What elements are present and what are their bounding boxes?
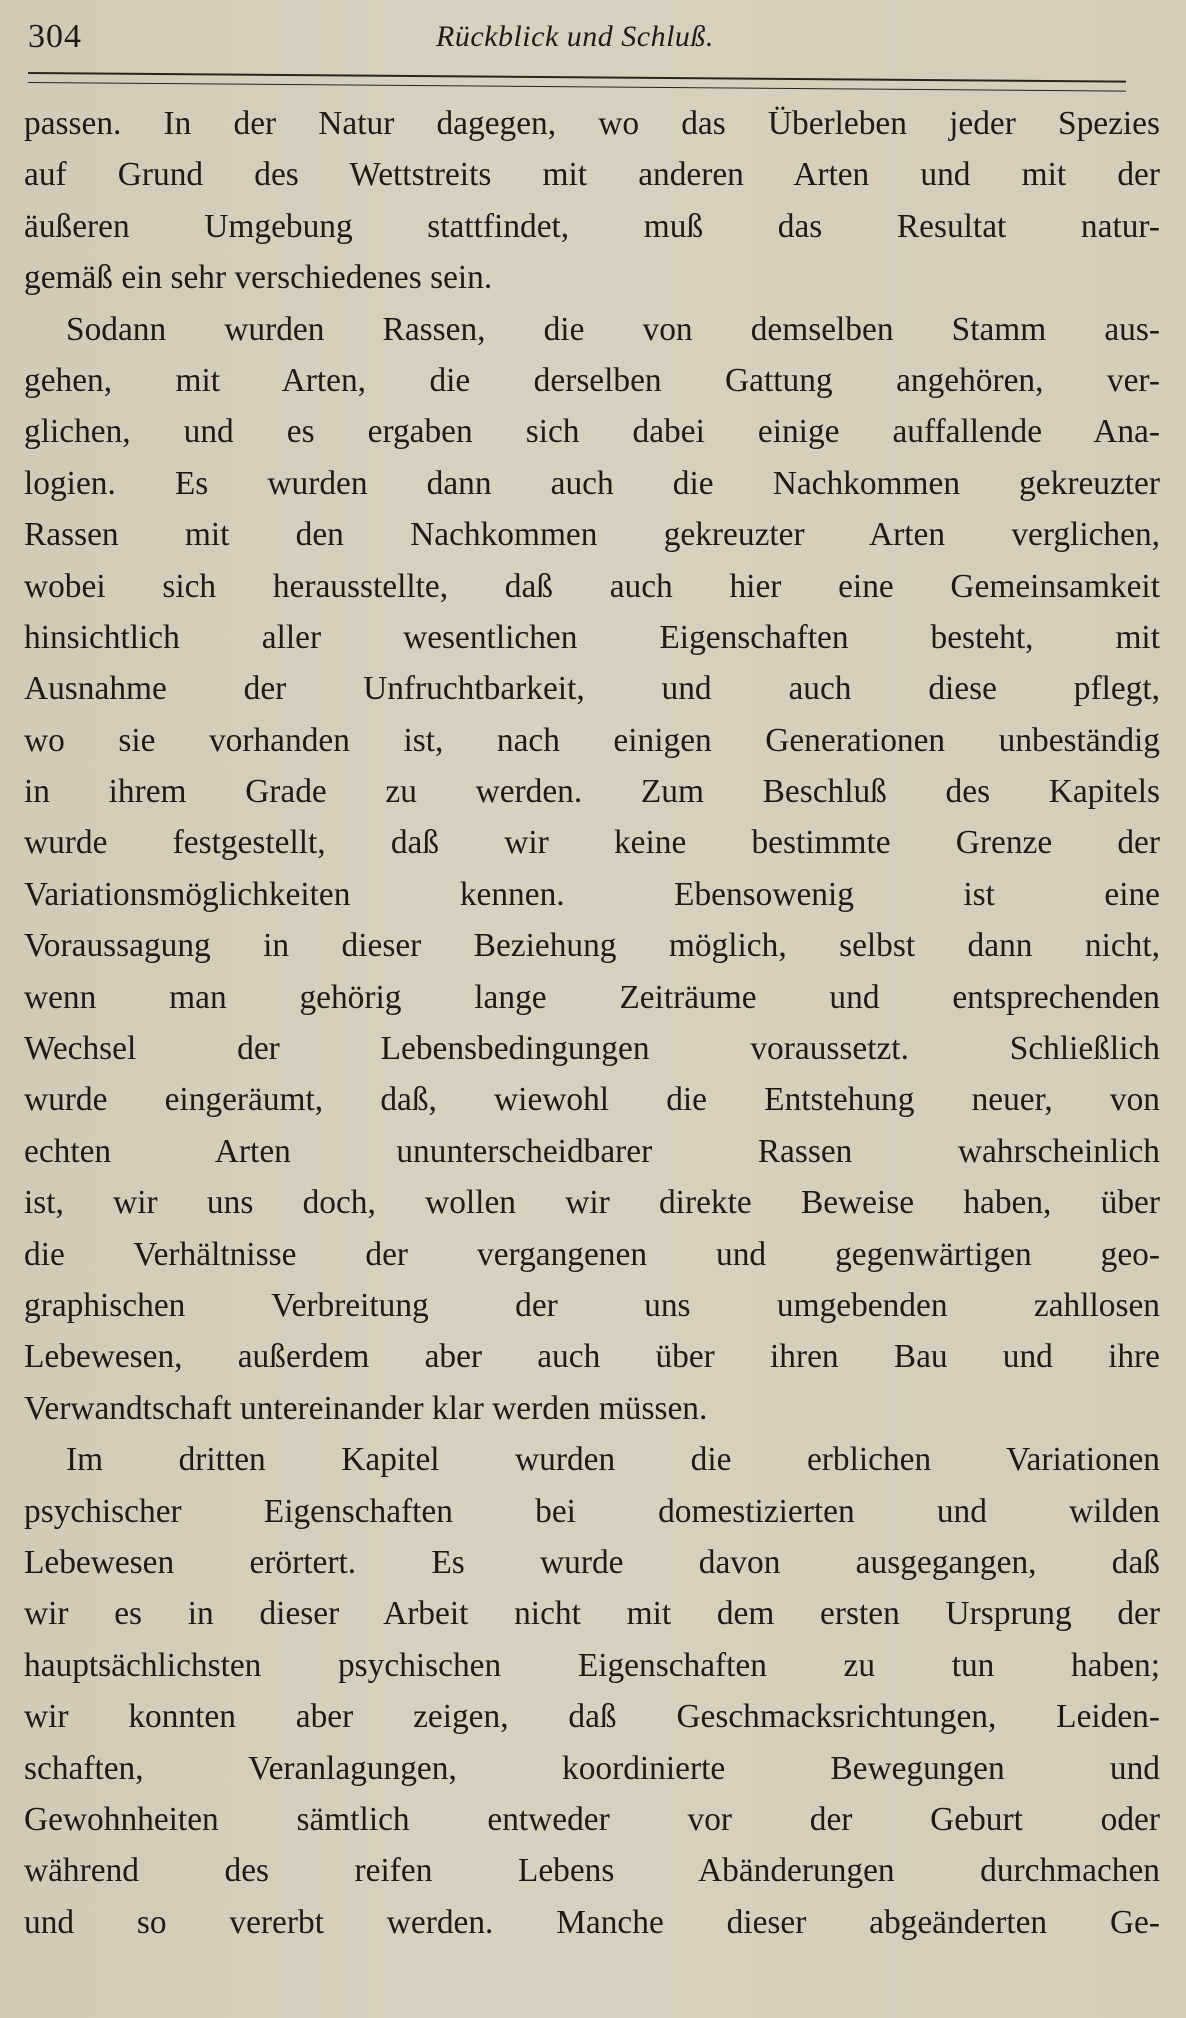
- text-line: die Verhältnisse der vergangenen und gegenwärtigen geo-: [24, 1235, 1160, 1273]
- text-line: in ihrem Grade zu werden. Zum Beschluß des Kapitels: [24, 773, 1160, 811]
- text-line: Lebewesen erörtert. Es wurde davon ausgegangen, daß: [24, 1543, 1160, 1581]
- text-line: äußeren Umgebung stattfindet, muß das Resultat natur-: [24, 207, 1160, 245]
- text-line: gehen, mit Arten, die derselben Gattung angehören, ver-: [24, 361, 1160, 399]
- text-line: während des reifen Lebens Abänderungen durchmachen: [24, 1852, 1160, 1890]
- text-line: logien. Es wurden dann auch die Nachkommen gekreuzter: [24, 464, 1160, 502]
- text-line: psychischer Eigenschaften bei domestizierten und wilden: [24, 1492, 1160, 1530]
- text-line: wurde festgestellt, daß wir keine bestimmte Grenze der: [24, 824, 1160, 862]
- text-line: Ausnahme der Unfruchtbarkeit, und auch diese pflegt,: [24, 670, 1160, 708]
- page-number: 304: [28, 18, 82, 55]
- text-line: Sodann wurden Rassen, die von demselben Stamm aus-: [66, 310, 1160, 348]
- text-line: Voraussagung in dieser Beziehung möglich, selbst dann nicht,: [24, 927, 1160, 965]
- text-line: Gewohnheiten sämtlich entweder vor der Geburt oder: [24, 1800, 1160, 1838]
- text-line: wo sie vorhanden ist, nach einigen Generationen unbeständig: [24, 721, 1160, 759]
- text-line: wir es in dieser Arbeit nicht mit dem ersten Ursprung der: [24, 1595, 1160, 1633]
- text-line: Rassen mit den Nachkommen gekreuzter Arten verglichen,: [24, 516, 1160, 554]
- text-line: Lebewesen, außerdem aber auch über ihren Bau und ihre: [24, 1338, 1160, 1376]
- text-line: hauptsächlichsten psychischen Eigenschaften zu tun haben;: [24, 1646, 1160, 1684]
- text-line: wir konnten aber zeigen, daß Geschmacksrichtungen, Leiden-: [24, 1698, 1160, 1736]
- text-line: wobei sich herausstellte, daß auch hier eine Gemeinsamkeit: [24, 567, 1160, 605]
- text-line: wurde eingeräumt, daß, wiewohl die Entstehung neuer, von: [24, 1081, 1160, 1119]
- page-header: [28, 18, 1148, 68]
- text-line: gemäß ein sehr verschiedenes sein.: [24, 259, 493, 297]
- text-line: schaften, Veranlagungen, koordinierte Bewegungen und: [24, 1749, 1160, 1787]
- text-line: graphischen Verbreitung der uns umgebenden zahllosen: [24, 1286, 1160, 1324]
- text-line: wenn man gehörig lange Zeiträume und entsprechenden: [24, 978, 1160, 1016]
- text-line: und so vererbt werden. Manche dieser abgeänderten Ge-: [24, 1903, 1160, 1941]
- running-title: Rückblick und Schluß.: [436, 20, 714, 53]
- text-line: passen. In der Natur dagegen, wo das Überleben jeder Spezies: [24, 105, 1160, 142]
- text-line: ist, wir uns doch, wollen wir direkte Beweise haben, über: [24, 1184, 1160, 1222]
- text-line: Im dritten Kapitel wurden die erblichen Variationen: [66, 1441, 1160, 1479]
- text-line: Verwandtschaft untereinander klar werden müssen.: [24, 1389, 708, 1427]
- text-line: Wechsel der Lebensbedingungen voraussetzt. Schließlich: [24, 1030, 1160, 1068]
- text-line: echten Arten ununterscheidbarer Rassen wahrscheinlich: [24, 1132, 1160, 1170]
- text-line: auf Grund des Wettstreits mit anderen Arten und mit der: [24, 156, 1160, 194]
- body-text: [24, 98, 1160, 1998]
- text-line: Variationsmöglichkeiten kennen. Ebensowenig ist eine: [24, 875, 1160, 913]
- text-line: glichen, und es ergaben sich dabei einige auffallende Ana-: [24, 413, 1160, 451]
- text-line: hinsichtlich aller wesentlichen Eigenschaften besteht, mit: [24, 618, 1160, 656]
- header-rule: [28, 72, 1126, 92]
